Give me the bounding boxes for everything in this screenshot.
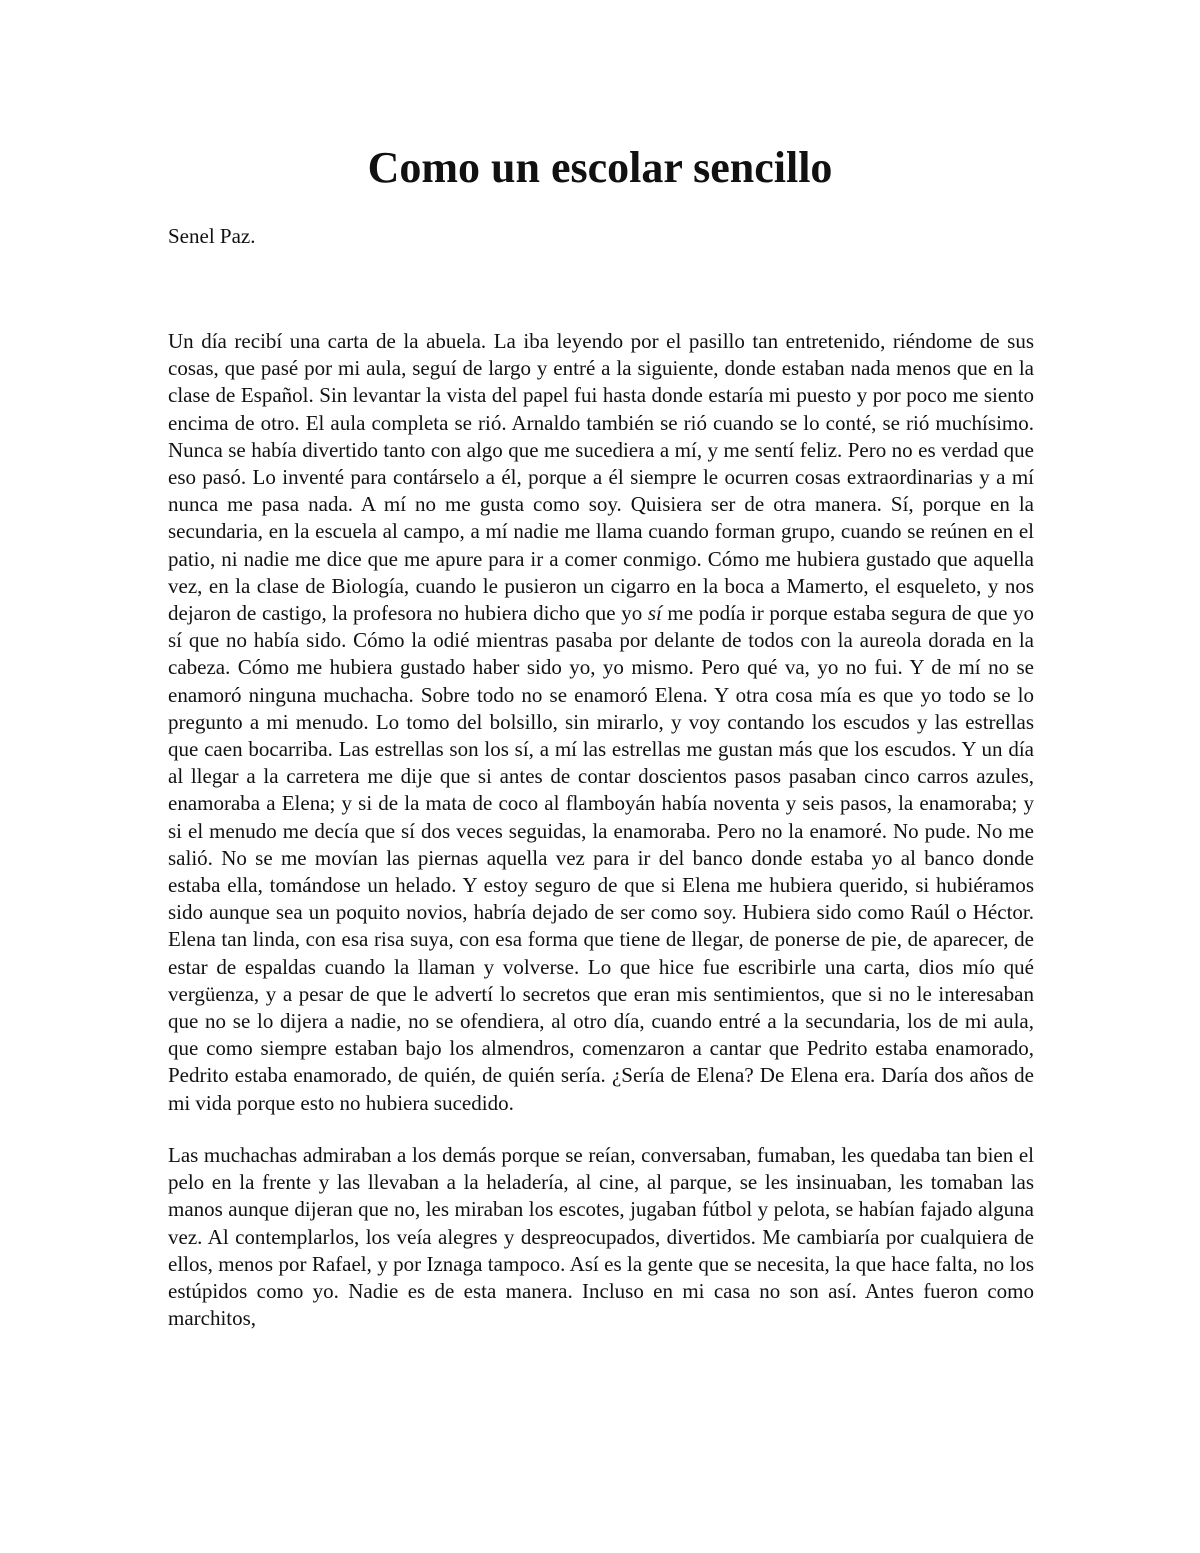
paragraph-1 — [168, 328, 1034, 1117]
paragraph-1-text-start: Un día recibí una carta de la abuela. La iba leyendo por el pasillo tan entretenido, riéndome de sus cosas, que pasé por mi aula, seguí de largo y entré a la siguiente, donde estaban nada menos que en la clase de Español. Sin levantar la vista del papel fui hasta donde estaría mi puesto y por poco me siento encima de otro. El aula completa se rió. Arnaldo también se rió cuando se lo conté, se rió muchísimo. Nunca se había divertido tanto con algo que me sucediera a mí, y me sentí feliz. Pero no es verdad que eso pasó. Lo inventé para contárselo a él, porque a él siempre le ocurren cosas extraordinarias y a mí nunca me pasa nada. A mí no me gusta como soy. Quisiera ser de otra manera. Sí, porque en la secundaria, en la escuela al campo, a mí nadie me llama cuando forman grupo, cuando se reúnen en el patio, ni nadie me dice que me apure para ir a comer conmigo. Cómo me hubiera gustado que aquella vez, en la clase de Biología, cuando le pusieron un cigarro en la boca a Mamerto, el esqueleto, y nos dejaron de castigo, la profesora no hubiera dicho que yo — [168, 329, 1034, 626]
document-body — [168, 328, 1034, 1357]
emphasized-word: sí — [647, 601, 662, 626]
author-name: Senel Paz. — [168, 224, 256, 248]
document-title: Como un escolar sencillo — [367, 143, 833, 192]
paragraph-2: Las muchachas admiraban a los demás porque se reían, conversaban, fumaban, les quedaba tan bien el pelo en la frente y las llevaban a la heladería, al cine, al parque, se les insinuaban, les tomaban las manos aunque dijeran que no, les miraban los escotes, jugaban fútbol y pelota, se habían fajado alguna vez. Al contemplarlos, los veía alegres y despreocupados, divertidos. Me cambiaría por cualquiera de ellos, menos por Rafael, y por Iznaga tampoco. Así es la gente que se necesita, la que hace falta, no los estúpidos como yo. Nadie es de esta manera. Incluso en mi casa no son así. Antes fueron como marchitos, — [168, 1142, 1034, 1331]
paragraph-1-text-end: me podía ir porque estaba segura de que yo sí que no había sido. Cómo la odié mientras pasaba por delante de todos con la aureola dorada en la cabeza. Cómo me hubiera gustado haber sido yo, yo mismo. Pero qué va, yo no fui. Y de mí no se enamoró ninguna muchacha. Sobre todo no se enamoró Elena. Y otra cosa mía es que yo todo se lo pregunto a mi menudo. Lo tomo del bolsillo, sin mirarlo, y voy contando los escudos y las estrellas que caen bocarriba. Las estrellas son los sí, a mí las estrellas me gustan más que los escudos. Y un día al llegar a la carretera me dije que si antes de contar doscientos pasos pasaban cinco carros azules, enamoraba a Elena; y si de la mata de coco al flamboyán había noventa y seis pasos, la enamoraba; y si el menudo me decía que sí dos veces seguidas, la enamoraba. Pero no la enamoré. No pude. No me salió. No se me movían las piernas aquella vez para ir del banco donde estaba yo al banco donde estaba ella, tomándose un helado. Y estoy seguro de que si Elena me hubiera querido, si hubiéramos sido aunque sea un poquito novios, habría dejado de ser como soy. Hubiera sido como Raúl o Héctor. Elena tan linda, con esa risa suya, con esa forma que tiene de llegar, de ponerse de pie, de aparecer, de estar de espaldas cuando la llaman y volverse. Lo que hice fue escribirle una carta, dios mío qué vergüenza, y a pesar de que le advertí lo secretos que eran mis sentimientos, que si no le interesaban que no se lo dijera a nadie, no se ofendiera, al otro día, cuando entré a la secundaria, los de mi aula, que como siempre estaban bajo los almendros, comenzaron a cantar que Pedrito estaba enamorado, Pedrito estaba enamorado, de quién, de quién sería. ¿Sería de Elena? De Elena era. Daría dos años de mi vida porque esto no hubiera sucedido. — [168, 601, 1034, 1115]
